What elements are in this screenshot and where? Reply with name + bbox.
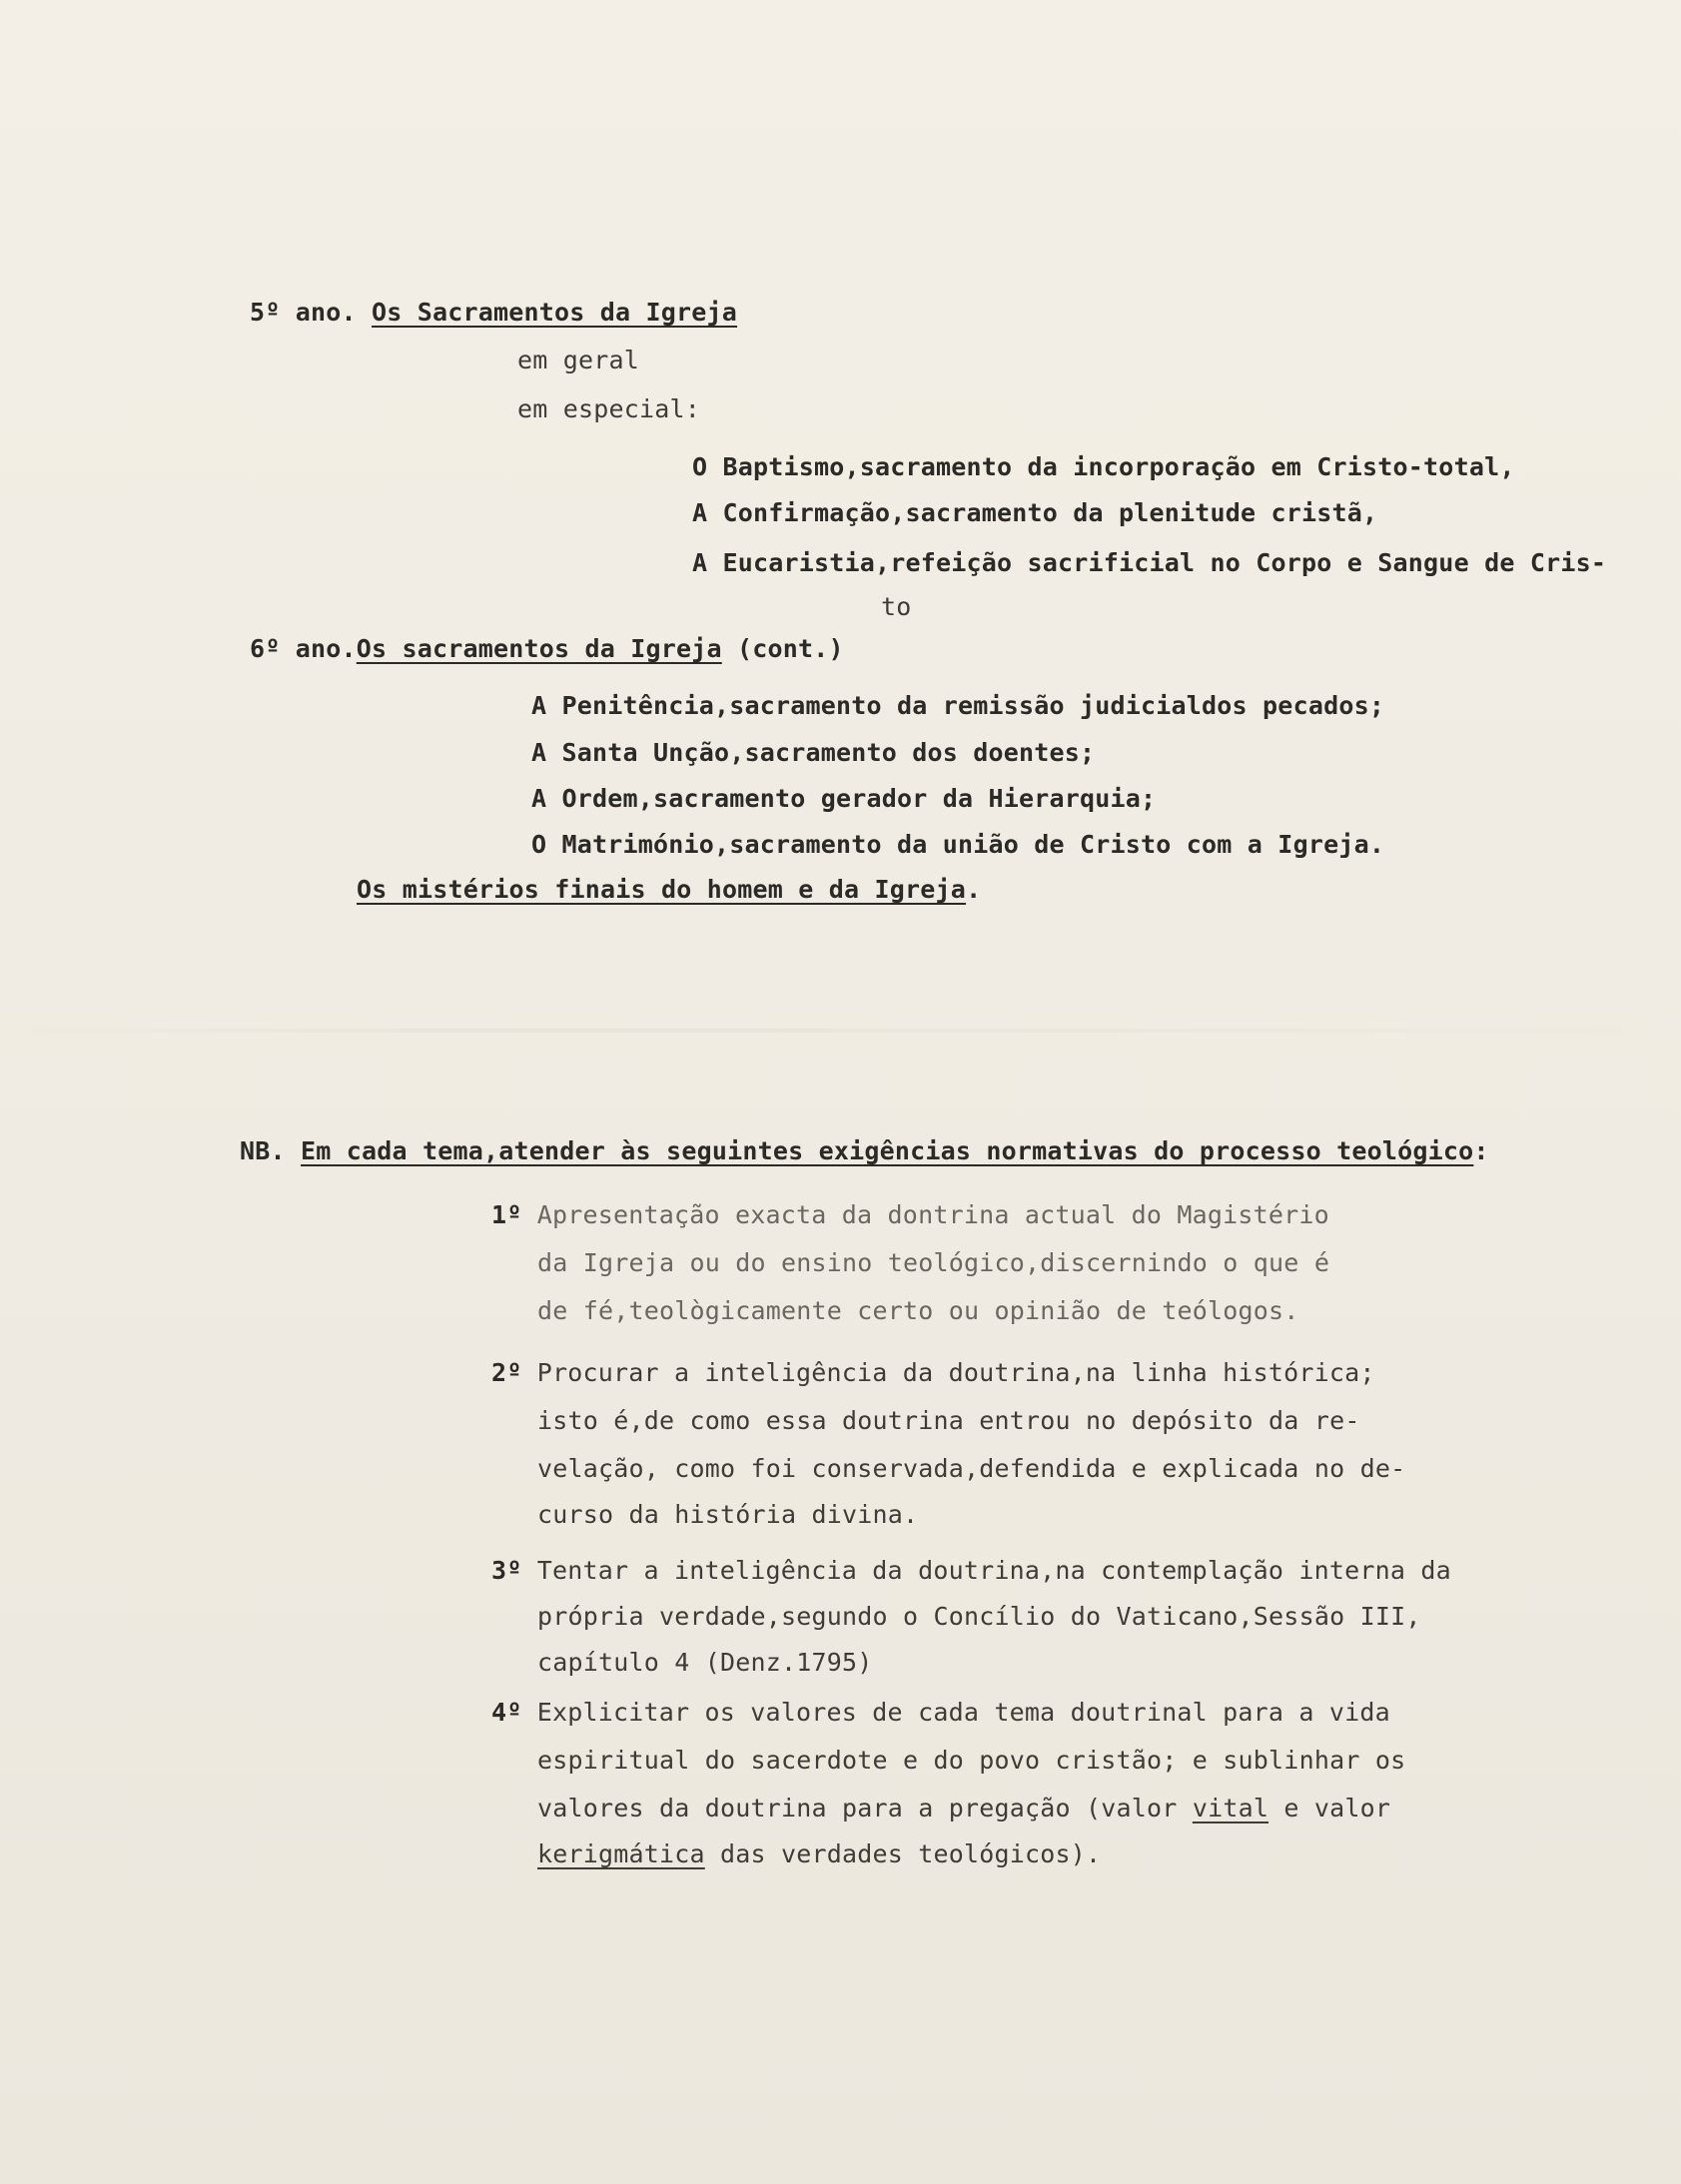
nb-point-2-line: isto é,de como essa doutrina entrou no depósito da re- <box>537 1406 1360 1435</box>
year6-title: Os sacramentos da Igreja <box>356 634 722 663</box>
nb-point-2: 2º Procurar a inteligência da doutrina,na linha histórica; <box>491 1358 1375 1387</box>
page-fold <box>0 1029 1681 1033</box>
year5-item-continuation: to <box>881 592 912 621</box>
year5-item: A Confirmação,sacramento da plenitude cristã, <box>692 498 1378 527</box>
nb-point-1-line: de fé,teològicamente certo ou opinião de teólogos. <box>537 1296 1299 1325</box>
nb-heading: NB. Em cada tema,atender às seguintes exigências normativas do processo teológico: <box>240 1136 1489 1165</box>
year6-item: A Santa Unção,sacramento dos doentes; <box>531 738 1096 767</box>
year6-cont: (cont.) <box>721 634 844 663</box>
year6-final-title: Os mistérios finais do homem e da Igreja <box>357 875 967 904</box>
year6-item: O Matrimónio,sacramento da união de Cristo com a Igreja. <box>531 830 1385 859</box>
year5-item: O Baptismo,sacramento da incorporação em Cristo-total, <box>692 452 1515 481</box>
nb-point-1: 1º Apresentação exacta da dontrina actual do Magistério <box>491 1200 1329 1229</box>
year6-heading <box>250 632 844 666</box>
nb-point-3-line: própria verdade,segundo o Concílio do Vaticano,Sessão III, <box>537 1602 1421 1631</box>
year5-title: Os Sacramentos da Igreja <box>372 298 738 327</box>
year5-heading <box>250 296 737 330</box>
year5-special: em especial: <box>517 394 701 423</box>
nb-point-4: 4º Explicitar os valores de cada tema doutrinal para a vida <box>491 1698 1390 1727</box>
year6-item: A Ordem,sacramento gerador da Hierarquia; <box>531 784 1157 813</box>
nb-point-2-line: curso da história divina. <box>537 1500 919 1529</box>
nb-label: NB. <box>240 1136 286 1165</box>
year5-label: 5º ano. <box>250 298 357 327</box>
nb-point-4-line: kerigmática das verdades teológicos). <box>537 1839 1102 1868</box>
year6-label: 6º ano. <box>250 634 357 663</box>
nb-point-2-line: velação, como foi conservada,defendida e explicada no de- <box>537 1454 1406 1483</box>
nb-point-4-line: valores da doutrina para a pregação (valor vital e valor <box>537 1794 1391 1822</box>
year5-item: A Eucaristia,refeição sacrificial no Corpo e Sangue de Cris- <box>692 548 1607 577</box>
year6-final: Os mistérios finais do homem e da Igreja. <box>357 875 982 904</box>
underlined-word-kerigmatica: kerigmática <box>537 1839 705 1868</box>
nb-point-4-line: espiritual do sacerdote e do povo cristão; e sublinhar os <box>537 1746 1406 1775</box>
nb-point-1-line: da Igreja ou do ensino teológico,discernindo o que é <box>537 1248 1330 1277</box>
year5-general: em geral <box>517 346 640 374</box>
nb-heading-text: Em cada tema,atender às seguintes exigências normativas do processo teológico <box>301 1136 1474 1165</box>
year6-item: A Penitência,sacramento da remissão judicialdos pecados; <box>531 691 1385 720</box>
nb-point-3-line: capítulo 4 (Denz.1795) <box>537 1648 873 1677</box>
nb-point-3: 3º Tentar a inteligência da doutrina,na contemplação interna da <box>491 1556 1451 1585</box>
underlined-word-vital: vital <box>1192 1794 1269 1822</box>
